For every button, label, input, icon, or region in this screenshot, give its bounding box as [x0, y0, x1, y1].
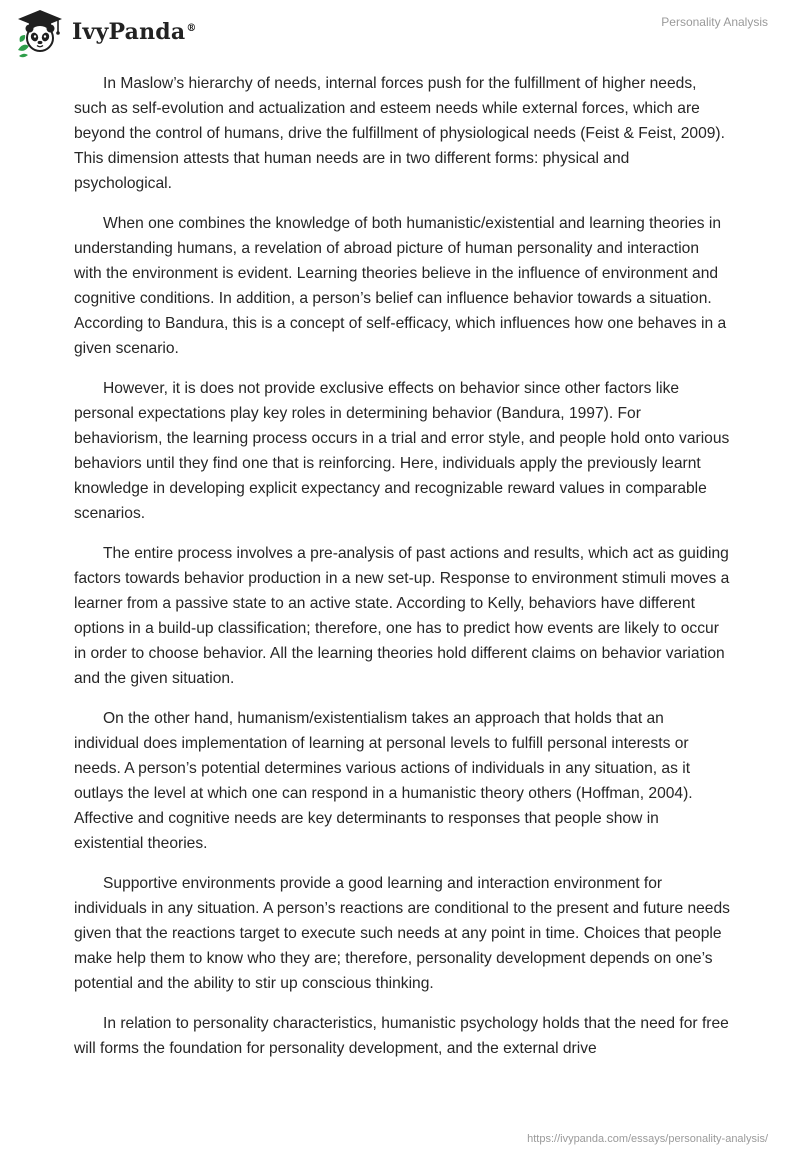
essay-paragraph: The entire process involves a pre-analysis of past actions and results, which act as guiding factors towards behavior production in a new set-up. Response to environment stimuli moves a learner from a passive state to an active state. According to Kelly, behaviors have different options in a build-up classification; therefore, one has to predict how events are likely to occur in order to choose behavior. All the learning theories hold different claims on behavior variation and the given situation. [74, 545, 730, 687]
essay-paragraph: In Maslow’s hierarchy of needs, internal forces push for the fulfillment of higher needs, such as self-evolution and actualization and esteem needs while external forces, which are beyond the control of humans, drive the fulfillment of physiological needs (Feist & Feist, 2009). This dimension attests that human needs are in two different forms: physical and psychological. [74, 75, 725, 192]
essay-paragraph: When one combines the knowledge of both humanistic/existential and learning theories in understanding humans, a revelation of abroad picture of human personality and interaction with the environment is evident. Learning theories believe in the influence of environment and cognitive conditions. In addition, a person’s belief can influence behavior towards a situation. According to Bandura, this is a concept of self-efficacy, which influences how one behaves in a given scenario. [74, 215, 727, 357]
essay-paragraph: Supportive environments provide a good learning and interaction environment for individuals in any situation. A person’s reactions are conditional to the present and future needs given that the reactions target to execute such needs at any point in time. Choices that people make help them to know who they are; therefore, personality development depends on one’s potential and the ability to stir up conscious thinking. [74, 875, 730, 992]
document-title: Personality Analysis [661, 15, 768, 29]
essay-body [74, 71, 730, 1076]
essay-paragraph: In relation to personality characteristics, humanistic psychology holds that the need for free will forms the foundation for personality development, and the external drive [74, 1015, 729, 1057]
page-header [0, 0, 800, 70]
brand-name: IvyPanda® [72, 19, 197, 45]
registered-mark: ® [186, 22, 197, 34]
essay-paragraph: On the other hand, humanism/existentialism takes an approach that holds that an individual does implementation of learning at personal levels to fulfill personal interests or needs. A person’s potential determines various actions of individuals in any situation, as it outlays the level at which one can respond in a humanistic theory others (Hoffman, 2004). Affective and cognitive needs are key determinants to responses that people show in existential theories. [74, 710, 693, 852]
ivypanda-logo[interactable] [14, 6, 197, 58]
essay-paragraph: However, it is does not provide exclusive effects on behavior since other factors like personal expectations play key roles in determining behavior (Bandura, 1997). For behaviorism, the learning process occurs in a trial and error style, and people hold onto various behaviors until they find one that is reinforcing. Here, individuals apply the previously learnt knowledge in developing explicit expectancy and recognizable reward values in comparable scenarios. [74, 380, 730, 522]
panda-graduation-cap-icon [14, 6, 66, 58]
source-url[interactable]: https://ivypanda.com/essays/personality-analysis/ [527, 1133, 768, 1145]
